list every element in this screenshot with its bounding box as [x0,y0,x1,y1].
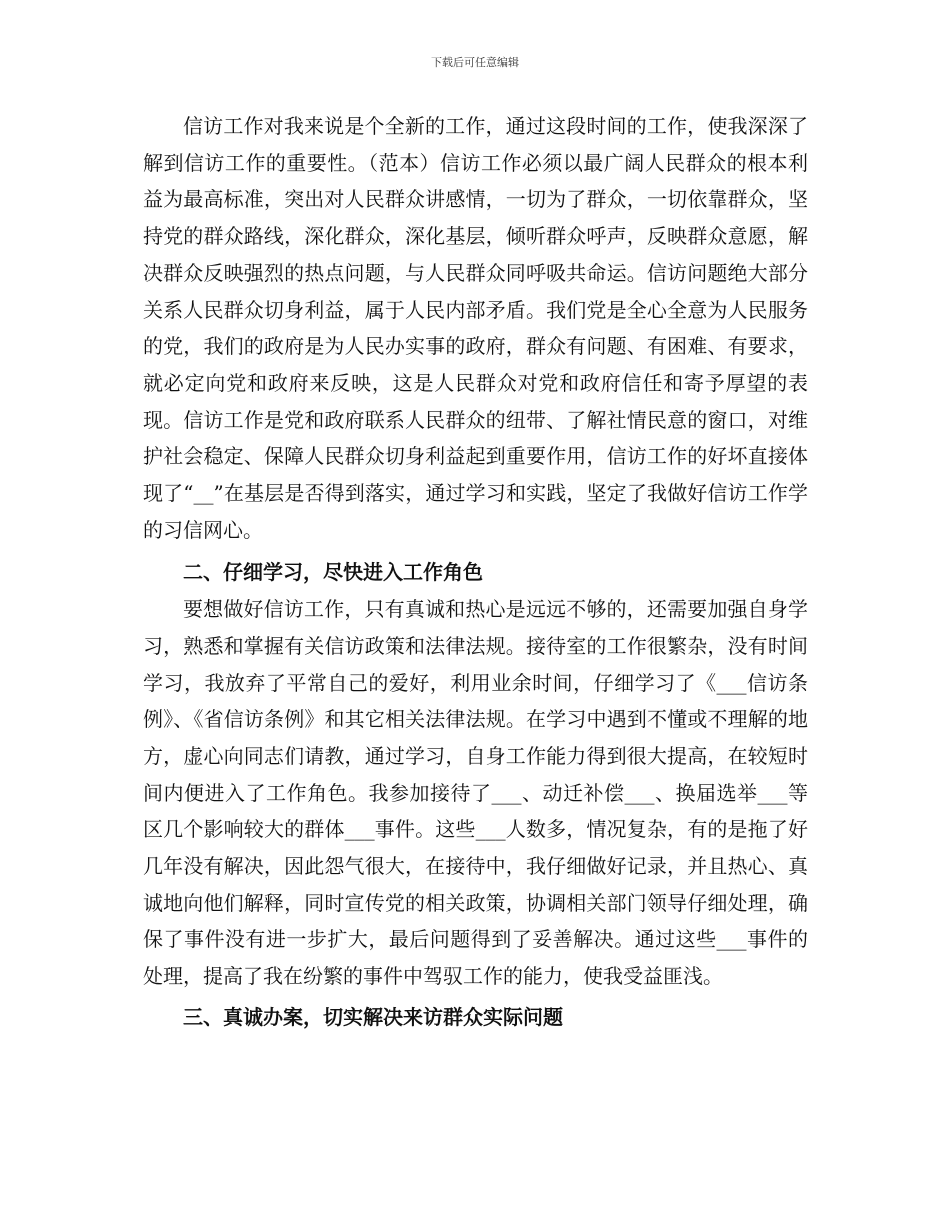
page-header: 下载后可任意编辑 [431,56,519,69]
document-body [143,108,808,1036]
section-heading-study: 二、仔细学习，尽快进入工作角色 [183,560,483,585]
paragraph-petition-importance: 信访工作对我来说是个全新的工作，通过这段时间的工作，使我深深了解到信访工作的重要性。（范本）信访工作必须以最广阔人民群众的根本利益为最高标准，突出对人民群众讲感情，一切为了群众，一切依靠群众，坚持党的群众路线，深化群众，深化基层，倾听群众呼声，反映群众意愿，解决群众反映强烈的热点问题，与人民群众同呼吸共命运。信访问题绝大部分关系人民群众切身利益，属于人民内部矛盾。我们党是全心全意为人民服务的党，我们的政府是为人民办实事的政府，群众有问题、有困难、有要求，就必定向党和政府来反映，这是人民群众对党和政府信任和寄予厚望的表现。信访工作是党和政府联系人民群众的纽带、了解社情民意的窗口，对维护社会稳定、保障人民群众切身利益起到重要作用，信访工作的好坏直接体现了“__”在基层是否得到落实，通过学习和实践，坚定了我做好信访工作学的习信网心。 [143,114,808,542]
section-heading-handle-cases: 三、真诚办案，切实解决来访群众实际问题 [183,1004,563,1029]
paragraph-study: 要想做好信访工作，只有真诚和热心是远远不够的，还需要加强自身学习，熟悉和掌握有关信访政策和法律法规。接待室的工作很繁杂，没有时间学习，我放弃了平常自己的爱好，利用业余时间，仔细学习了《___信访条例》、《省信访条例》和其它相关法律法规。在学习中遇到不懂或不理解的地方，虚心向同志们请教，通过学习，自身工作能力得到很大提高，在较短时间内便进入了工作角色。我参加接待了___、动迁补偿___、换届选举___等区几个影响较大的群体___事件。这些___人数多，情况复杂，有的是拖了好几年没有解决，因此怨气很大，在接待中，我仔细做好记录，并且热心、真诚地向他们解释，同时宣传党的相关政策，协调相关部门领导仔细处理，确保了事件没有进一步扩大，最后问题得到了妥善解决。通过这些___事件的处理，提高了我在纷繁的事件中驾驭工作的能力，使我受益匪浅。 [143,597,808,989]
